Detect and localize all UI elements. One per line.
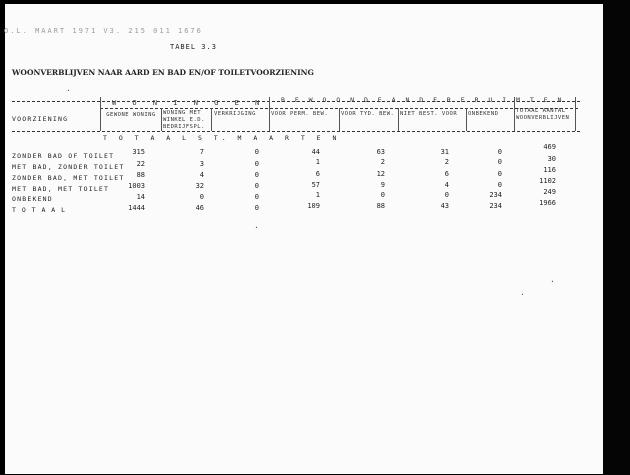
row-label: ZONDER BAD OF TOILET: [12, 152, 115, 160]
cell: 116: [543, 166, 556, 174]
cell: 43: [440, 202, 449, 210]
cell: 7: [199, 148, 204, 156]
cell: 234: [489, 202, 502, 210]
speck-mark: ·: [66, 86, 71, 95]
cell: 249: [543, 188, 556, 196]
cell: 0: [497, 148, 502, 156]
cell: 6: [315, 170, 320, 178]
cell: 57: [311, 181, 320, 189]
cell: 44: [311, 148, 320, 156]
header-line: O.L. MAART 1971 V3. 215 011 1676: [4, 27, 203, 35]
col-header-woning-winkel: WONING MET WINKEL E.D. BEDRIJFSPL.: [163, 110, 205, 130]
cell: 1003: [128, 182, 145, 190]
cell: 88: [136, 171, 145, 179]
col-separator: [339, 108, 340, 131]
table-number: TABEL 3.3: [170, 43, 217, 51]
cell: 32: [195, 182, 204, 190]
cell: 4: [199, 171, 204, 179]
cell: 0: [254, 160, 259, 168]
cell: 1966: [539, 199, 556, 207]
cell: 3: [199, 160, 204, 168]
cell: 4: [444, 181, 449, 189]
header-bottom-rule: [12, 131, 580, 132]
group-header-andere-ruimten: B E W O O N D E A N D E R E R U I M T E N: [281, 96, 565, 104]
col-separator: [161, 108, 162, 131]
cell: 2: [444, 158, 449, 166]
table-subtitle: T O T A A L S T. M A A R T E N: [103, 134, 341, 142]
cell: 0: [254, 204, 259, 212]
col-separator: [398, 108, 399, 131]
page-title: WOONVERBLIJVEN NAAR AARD EN BAD EN/OF TOILETVOORZIENING: [12, 68, 314, 77]
cell: 0: [380, 191, 385, 199]
col-header-tyd-bew: VOOR TYD. BEW.: [341, 111, 395, 117]
cell: 109: [307, 202, 320, 210]
col-header-totaal: TOTAAL AANTAL WOONVERBLIJVEN: [516, 108, 570, 121]
cell: 0: [497, 158, 502, 166]
cell: 46: [195, 204, 204, 212]
col-separator: [575, 97, 576, 131]
cell: 22: [136, 160, 145, 168]
cell: 12: [376, 170, 385, 178]
group-header-woningen: W O N I N G E N: [112, 99, 266, 107]
speck-mark: ·: [254, 223, 259, 232]
col-header-onbekend: ONBEKEND: [468, 111, 499, 117]
col-header-niet-best: NIET BEST. VOOR: [400, 111, 458, 117]
cell: 0: [497, 181, 502, 189]
cell: 469: [543, 143, 556, 151]
row-label: MET BAD, ZONDER TOILET: [12, 163, 125, 171]
cell: 1: [315, 191, 320, 199]
cell: 9: [380, 181, 385, 189]
col-separator: [269, 97, 270, 131]
cell: 0: [444, 191, 449, 199]
col-header-perm-bew: VOOR PERM. BEW.: [271, 111, 329, 117]
cell: 1102: [539, 177, 556, 185]
speck-mark: ·: [520, 290, 525, 299]
cell: 0: [254, 193, 259, 201]
cell: 0: [254, 171, 259, 179]
scan-border: [603, 0, 630, 475]
cell: 0: [254, 148, 259, 156]
cell: 2: [380, 158, 385, 166]
row-label: T O T A A L: [12, 206, 67, 214]
cell: 0: [497, 170, 502, 178]
col-header-verkrijging: VERKRIJGING: [214, 111, 256, 117]
cell: 1: [315, 158, 320, 166]
cell: 63: [376, 148, 385, 156]
col-separator: [211, 108, 212, 131]
cell: 234: [489, 191, 502, 199]
cell: 30: [547, 155, 556, 163]
speck-mark: ·: [550, 277, 555, 286]
cell: 0: [199, 193, 204, 201]
row-label: ONBEKEND: [12, 195, 53, 203]
cell: 1444: [128, 204, 145, 212]
cell: 31: [440, 148, 449, 156]
row-header-label: VOORZIENING: [12, 115, 69, 123]
col-header-gewone-woning: GEWONE WONING: [106, 112, 156, 118]
cell: 315: [132, 148, 145, 156]
cell: 0: [254, 182, 259, 190]
cell: 14: [136, 193, 145, 201]
row-label: MET BAD, MET TOILET: [12, 185, 110, 193]
cell: 88: [376, 202, 385, 210]
col-separator: [100, 97, 101, 131]
row-label: ZONDER BAD, MET TOILET: [12, 174, 125, 182]
cell: 6: [444, 170, 449, 178]
col-separator: [466, 108, 467, 131]
